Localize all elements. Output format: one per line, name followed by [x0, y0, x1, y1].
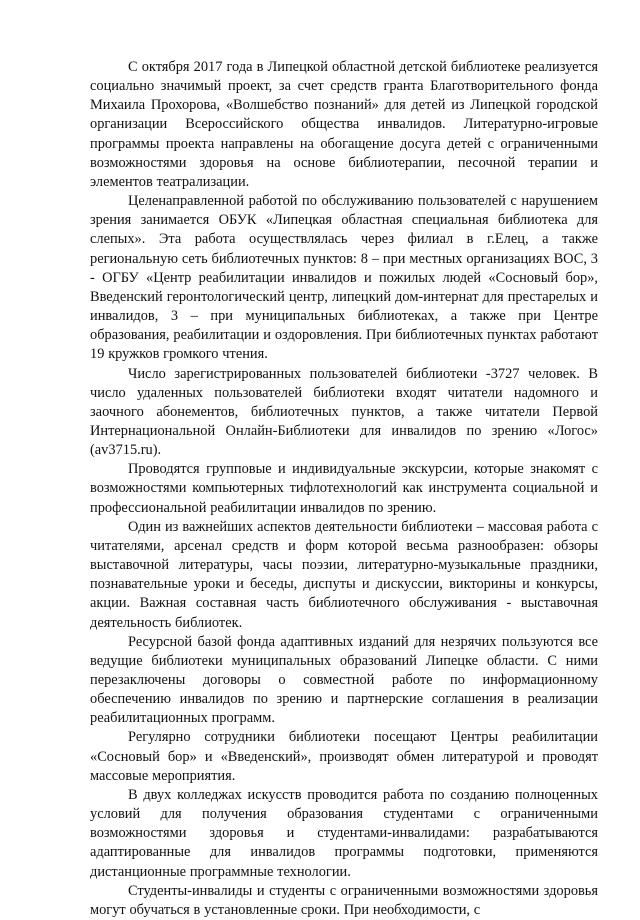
paragraph-art-colleges: В двух колледжах искусств проводится работа по созданию полноценных условий для получения образования студентами с ограниченными возможностями здоровья и студентами-инвалидами: разрабатываются адаптированные для инвалидов программы подготовки, применяются дистанционные программные технологии.: [90, 786, 598, 880]
paragraph-library-for-blind: Целенаправленной работой по обслуживанию пользователей с нарушением зрения занимается ОБУК «Липецкая областная специальная библиотека для слепых». Эта работа осуществлялась через филиал в г.Елец, а также региональную сеть библиотечных пунктов: 8 – при местных организациях ВОС, 3 - ОГБУ «Центр реабилитации инвалидов и пожилых людей «Сосновый бор», Введенский геронтологический центр, липецкий дом-интернат для престарелых и инвалидов, 3 – при муниципальных библиотеках, а также при Центре образования, реабилитации и оздоровления. При библиотечных пунктах работают 19 кружков громкого чтения.: [90, 193, 598, 363]
paragraph-mass-work: Один из важнейших аспектов деятельности библиотеки – массовая работа с читателями, арсенал средств и форм которой весьма разнообразен: обзоры выставочной литературы, часы поэзии, литературно-музыкальные праздники, познавательные уроки и беседы, диспуты и дискуссии, викторины и конкурсы, акции. Важная составная часть библиотечного обслуживания - выставочная деятельность библиотек.: [90, 518, 598, 631]
paragraph-project-volshebstvo: С октября 2017 года в Липецкой областной детской библиотеке реализуется социально значимый проект, за счет средств гранта Благотворительного фонда Михаила Прохорова, «Волшебство познаний» для детей из Липецкой городской организации Всероссийского общества инвалидов. Литературно-игровые программы проекта направлены на обогащение досуга детей с ограниченными возможностями здоровья на основе библиотерапии, песочной терапии и элементов театрализации.: [90, 59, 598, 190]
document-page: [90, 58, 598, 920]
paragraph-rehab-centers: Регулярно сотрудники библиотеки посещают Центры реабилитации «Сосновый бор» и «Введенский», производят обмен литературой и проводят массовые мероприятия.: [90, 729, 598, 784]
paragraph-students-disabilities: Студенты-инвалиды и студенты с ограниченными возможностями здоровья могут обучаться в установленные сроки. При необходимости, с: [90, 882, 598, 918]
paragraph-excursions: Проводятся групповые и индивидуальные экскурсии, которые знакомят с возможностями компьютерных тифлотехнологий как инструмента социальной и профессиональной реабилитации инвалидов по зрению.: [90, 461, 598, 516]
paragraph-registered-users: Число зарегистрированных пользователей библиотеки -3727 человек. В число удаленных пользователей библиотеки входят читатели надомного и заочного абонементов, библиотечных пунктов, а также читатели Первой Интернациональной Онлайн-Библиотеки для инвалидов по зрению «Логос» (av3715.ru).: [90, 365, 598, 459]
paragraph-resource-base: Ресурсной базой фонда адаптивных изданий для незрячих пользуются все ведущие библиотеки муниципальных образований Липецке области. С ними перезаключены договоры о совместной работе по информационному обеспечению инвалидов по зрению и партнерские соглашения в реализации реабилитационных программ.: [90, 633, 598, 727]
